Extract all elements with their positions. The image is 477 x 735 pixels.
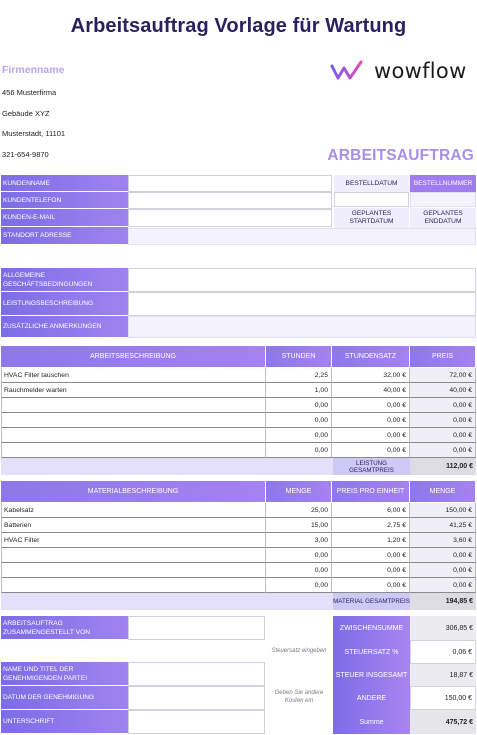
order-date-input[interactable] bbox=[334, 192, 409, 207]
order-number-label: BESTELLNUMMER bbox=[410, 175, 476, 192]
material-description-cell[interactable]: Batterien bbox=[1, 518, 266, 533]
material-rate-cell[interactable]: 6,00 € bbox=[332, 503, 410, 518]
labor-rate-cell[interactable]: 0,00 € bbox=[332, 413, 410, 428]
tax-total-label: STEUER INSGESAMT bbox=[333, 664, 410, 686]
company-address-line: 456 Musterfirma bbox=[2, 88, 57, 97]
labor-description-cell[interactable]: Rauchmelder warten bbox=[1, 383, 266, 398]
labor-total-band bbox=[1, 458, 333, 475]
labor-rate-cell[interactable]: 0,00 € bbox=[332, 443, 410, 458]
company-name: Firmenname bbox=[2, 64, 65, 76]
approver-input[interactable] bbox=[128, 662, 265, 686]
additional-notes-input[interactable] bbox=[128, 316, 476, 338]
material-description-cell[interactable]: Kabelsatz bbox=[1, 503, 266, 518]
order-number-input[interactable] bbox=[410, 192, 476, 207]
tax-rate-label: STEUERSATZ % bbox=[333, 640, 410, 664]
customer-email-input[interactable] bbox=[128, 209, 332, 227]
material-total-label: MATERIAL GESAMTPREIS bbox=[333, 593, 410, 610]
labor-header-rate: STUNDENSATZ bbox=[332, 346, 410, 367]
material-qty-cell[interactable]: 3,00 bbox=[266, 533, 332, 548]
material-description-cell[interactable] bbox=[1, 563, 266, 578]
material-amount-cell: 0,00 € bbox=[410, 563, 476, 578]
signature-input[interactable] bbox=[128, 710, 265, 734]
labor-amount-cell: 0,00 € bbox=[410, 428, 476, 443]
wowflow-logo-text: wowflow bbox=[374, 59, 467, 83]
material-header-quantity: MENGE bbox=[266, 481, 332, 502]
subtotal-value: 306,85 € bbox=[410, 616, 476, 640]
signature-label: UNTERSCHRIFT bbox=[1, 710, 128, 734]
material-qty-cell[interactable]: 0,00 bbox=[266, 548, 332, 563]
labor-description-cell[interactable] bbox=[1, 413, 266, 428]
additional-notes-label: ZUSÄTZLICHE ANMERKUNGEN bbox=[1, 316, 128, 338]
customer-name-label: KUNDENNAME bbox=[1, 175, 128, 192]
material-qty-cell[interactable]: 25,00 bbox=[266, 503, 332, 518]
company-block bbox=[2, 64, 65, 170]
company-phone: 321-654-9870 bbox=[2, 149, 49, 159]
customer-phone-label: KUNDENTELEFON bbox=[1, 192, 128, 209]
material-qty-cell[interactable]: 0,00 bbox=[266, 578, 332, 593]
labor-header-description: ARBEITSBESCHREIBUNG bbox=[1, 346, 266, 367]
compiled-by-label: ARBEITSAUFTRAG ZUSAMMENGESTELLT VON bbox=[1, 616, 128, 640]
labor-total-value: 112,00 € bbox=[410, 458, 476, 475]
material-rate-cell[interactable]: 0,00 € bbox=[332, 563, 410, 578]
customer-email-label: KUNDEN-E-MAIL bbox=[1, 209, 128, 227]
service-description-label: LEISTUNGSBESCHREIBUNG bbox=[1, 292, 128, 316]
approval-date-input[interactable] bbox=[128, 686, 265, 710]
tax-rate-hint: Steuersatz eingeben bbox=[271, 648, 327, 654]
material-total-band bbox=[1, 593, 333, 610]
material-amount-cell: 41,25 € bbox=[410, 518, 476, 533]
material-amount-cell: 150,00 € bbox=[410, 503, 476, 518]
customer-phone-input[interactable] bbox=[128, 192, 332, 209]
subtotal-label: ZWISCHENSUMME bbox=[333, 616, 410, 640]
material-description-cell[interactable]: HVAC Filter bbox=[1, 533, 266, 548]
material-amount-cell: 0,00 € bbox=[410, 578, 476, 593]
material-amount-cell: 3,60 € bbox=[410, 533, 476, 548]
grand-total-value: 475,72 € bbox=[410, 710, 476, 734]
planned-end-label: GEPLANTES ENDDATUM bbox=[410, 208, 476, 228]
material-rate-cell[interactable]: 0,00 € bbox=[332, 578, 410, 593]
material-header-amount: MENGE bbox=[410, 481, 476, 502]
wowflow-logo bbox=[330, 58, 467, 84]
general-terms-input[interactable] bbox=[128, 268, 476, 292]
company-address-line: Gebäude XYZ bbox=[2, 108, 50, 118]
customer-name-input[interactable] bbox=[128, 175, 332, 192]
grand-total-label: Summe bbox=[333, 710, 410, 734]
labor-qty-cell[interactable]: 0,00 bbox=[266, 398, 332, 413]
material-qty-cell[interactable]: 0,00 bbox=[266, 563, 332, 578]
service-description-input[interactable] bbox=[128, 292, 476, 316]
wowflow-logo-icon bbox=[330, 58, 364, 84]
labor-qty-cell[interactable]: 0,00 bbox=[266, 413, 332, 428]
approver-label: NAME UND TITEL DER GENEHMIGENDEN PARTEI bbox=[1, 662, 128, 686]
labor-description-cell[interactable] bbox=[1, 398, 266, 413]
tax-rate-input[interactable]: 0,06 € bbox=[410, 640, 476, 664]
labor-qty-cell[interactable]: 2,25 bbox=[266, 368, 332, 383]
labor-header-hours: STUNDEN bbox=[266, 346, 332, 367]
site-address-input[interactable] bbox=[128, 228, 476, 245]
material-header-description: MATERIALBESCHREIBUNG bbox=[1, 481, 266, 502]
labor-description-cell[interactable]: HVAC Filter tauschen bbox=[1, 368, 266, 383]
labor-qty-cell[interactable]: 0,00 bbox=[266, 428, 332, 443]
labor-amount-cell: 0,00 € bbox=[410, 443, 476, 458]
labor-qty-cell[interactable]: 0,00 bbox=[266, 443, 332, 458]
labor-header-price: PREIS bbox=[410, 346, 476, 367]
labor-qty-cell[interactable]: 1,00 bbox=[266, 383, 332, 398]
labor-amount-cell: 40,00 € bbox=[410, 383, 476, 398]
order-date-label: BESTELLDATUM bbox=[334, 175, 409, 192]
labor-amount-cell: 72,00 € bbox=[410, 368, 476, 383]
labor-description-cell[interactable] bbox=[1, 428, 266, 443]
tax-total-value: 18,87 € bbox=[410, 664, 476, 686]
labor-description-cell[interactable] bbox=[1, 443, 266, 458]
labor-rate-cell[interactable]: 0,00 € bbox=[332, 398, 410, 413]
material-header-unit-price: PREIS PRO EINHEIT bbox=[332, 481, 410, 502]
material-amount-cell: 0,00 € bbox=[410, 548, 476, 563]
general-terms-label: ALLGEMEINE GESCHÄFTSBEDINGUNGEN bbox=[1, 268, 128, 292]
material-rate-cell[interactable]: 1,20 € bbox=[332, 533, 410, 548]
material-rate-cell[interactable]: 0,00 € bbox=[332, 548, 410, 563]
material-qty-cell[interactable]: 15,00 bbox=[266, 518, 332, 533]
company-address-line: Musterstadt, 11101 bbox=[2, 129, 66, 138]
other-costs-hint: Geben Sie andere Kosten ein bbox=[274, 690, 324, 704]
other-costs-label: ANDERE bbox=[333, 686, 410, 710]
work-order-heading: ARBEITSAUFTRAG bbox=[327, 147, 474, 164]
material-total-value: 194,85 € bbox=[410, 593, 476, 610]
material-description-cell[interactable] bbox=[1, 578, 266, 593]
other-costs-input[interactable]: 150,00 € bbox=[410, 686, 476, 710]
material-rate-cell[interactable]: 2,75 € bbox=[332, 518, 410, 533]
planned-start-label: GEPLANTES STARTDATUM bbox=[334, 208, 409, 228]
site-address-label: STANDORT ADRESSE bbox=[1, 227, 128, 245]
labor-rate-cell[interactable]: 40,00 € bbox=[332, 383, 410, 398]
labor-total-label: LEISTUNG GESAMTPREIS bbox=[333, 458, 410, 475]
labor-rate-cell[interactable]: 0,00 € bbox=[332, 428, 410, 443]
labor-amount-cell: 0,00 € bbox=[410, 413, 476, 428]
labor-amount-cell: 0,00 € bbox=[410, 398, 476, 413]
approval-date-label: DATUM DER GENEHMIGUNG bbox=[1, 686, 128, 710]
labor-rate-cell[interactable]: 32,00 € bbox=[332, 368, 410, 383]
page-title: Arbeitsauftrag Vorlage für Wartung bbox=[70, 15, 407, 37]
compiled-by-input[interactable] bbox=[128, 616, 265, 640]
material-description-cell[interactable] bbox=[1, 548, 266, 563]
